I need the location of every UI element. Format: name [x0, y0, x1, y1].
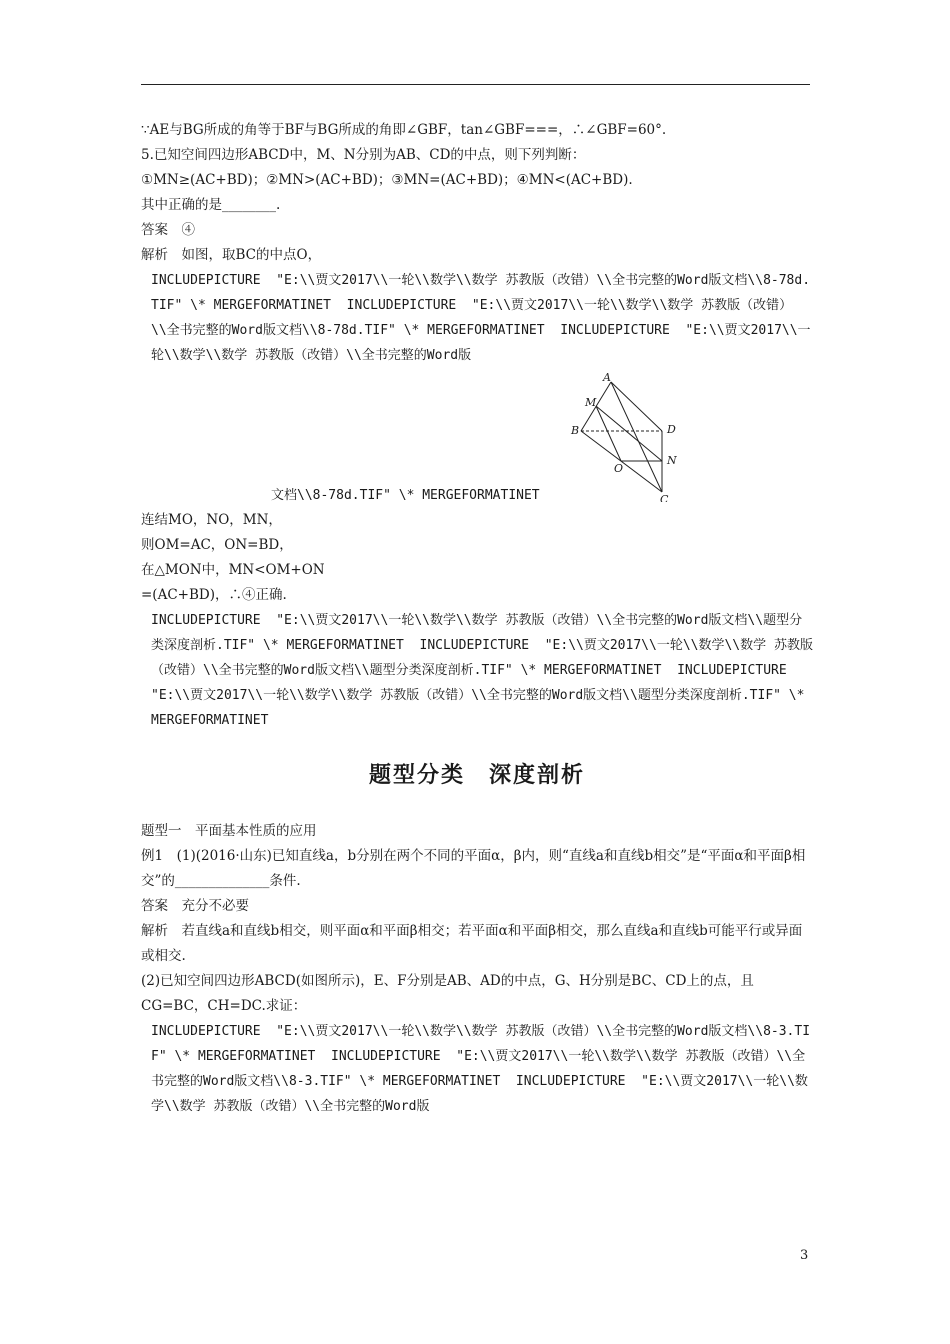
text-line: 其中正确的是________.	[141, 197, 281, 213]
answer-line: 答案 充分不必要	[141, 898, 249, 914]
includepicture-field: INCLUDEPICTURE "E:\\贾文2017\\一轮\\数学\\数学 苏教版（改错）\\全书完整的Word版文档\\8-78d.TIF" \* MERGEFORMATINET INCLUDEPICTURE "E:\\贾文2017\\一轮\\数学\\数学 苏教版（改错）\\全书完整的Word版文档\\8-78d.TIF" \* MERGEFORMATINET INCLUDEPICTURE "E:\\贾文2017\\一轮\\数学\\数学 苏教版（改错）\\全书完整的Word版	[151, 273, 811, 363]
label-C: C	[660, 493, 669, 502]
tetrahedron-figure	[569, 372, 679, 502]
text-line: 在△MON中，MN<OM+ON	[141, 562, 325, 578]
text-line: (2)已知空间四边形ABCD(如图所示)，E、F分别是AB、AD的中点，G、H分别是BC、CD上的点，且CG=BC，CH=DC.求证：	[141, 973, 754, 1014]
edge-AD	[611, 382, 662, 431]
page-number: 3	[800, 1248, 809, 1263]
answer-line: 答案 ④	[141, 222, 195, 238]
header-rule	[141, 84, 810, 85]
label-D: D	[667, 423, 676, 436]
label-B: B	[571, 424, 580, 437]
label-A: A	[603, 372, 611, 384]
text-line: =(AC+BD)，∴④正确.	[141, 587, 287, 603]
includepicture-field: INCLUDEPICTURE "E:\\贾文2017\\一轮\\数学\\数学 苏教版（改错）\\全书完整的Word版文档\\8-3.TIF" \* MERGEFORMATINET INCLUDEPICTURE "E:\\贾文2017\\一轮\\数学\\数学 苏教版（改错）\\全书完整的Word版文档\\8-3.TIF" \* MERGEFORMATINET INCLUDEPICTURE "E:\\贾文2017\\一轮\\数学\\数学 苏教版（改错）\\全书完整的Word版	[151, 1024, 811, 1114]
text-line: 连结MO，NO，MN，	[141, 512, 282, 528]
text-line: ∵AE与BG所成的角等于BF与BG所成的角即∠GBF，tan∠GBF===，∴∠GBF=60°.	[141, 122, 667, 138]
segment-MO	[596, 406, 621, 461]
text-line: ①MN≥(AC+BD)；②MN>(AC+BD)；③MN=(AC+BD)；④MN<(AC+BD).	[141, 172, 633, 188]
segment-MN	[596, 406, 662, 461]
figure-caption-field: 文档\\8-78d.TIF" \* MERGEFORMATINET	[271, 488, 540, 503]
edge-AC	[611, 382, 662, 492]
text-line: 则OM=AC，ON=BD，	[141, 537, 293, 553]
label-O: O	[614, 462, 624, 475]
analysis-line: 解析 如图，取BC的中点O，	[141, 247, 322, 263]
document-body	[141, 118, 813, 1119]
topic-heading: 题型一 平面基本性质的应用	[141, 823, 317, 839]
includepicture-field: INCLUDEPICTURE "E:\\贾文2017\\一轮\\数学\\数学 苏教版（改错）\\全书完整的Word版文档\\题型分类深度剖析.TIF" \* MERGEFORMATINET INCLUDEPICTURE "E:\\贾文2017\\一轮\\数学\\数学 苏教版（改错）\\全书完整的Word版文档\\题型分类深度剖析.TIF" \* MERGEFORMATINET INCLUDEPICTURE "E:\\贾文2017\\一轮\\数学\\数学 苏教版（改错）\\全书完整的Word版文档\\题型分类深度剖析.TIF" \* MERGEFORMATINET	[151, 613, 813, 728]
section-title: 题型分类 深度剖析	[368, 763, 585, 788]
text-line: 5.已知空间四边形ABCD中，M、N分别为AB、CD的中点，则下列判断：	[141, 147, 586, 163]
label-M: M	[585, 396, 597, 409]
figure-block	[141, 368, 813, 508]
label-N: N	[667, 454, 677, 467]
analysis-line: 解析 若直线a和直线b相交，则平面α和平面β相交；若平面α和平面β相交，那么直线a和直线b可能平行或异面或相交.	[141, 923, 803, 964]
example-line: 例1 (1)(2016·山东)已知直线a，b分别在两个不同的平面α，β内，则“直线a和直线b相交”是“平面α和平面β相交”的______________条件.	[141, 848, 806, 889]
